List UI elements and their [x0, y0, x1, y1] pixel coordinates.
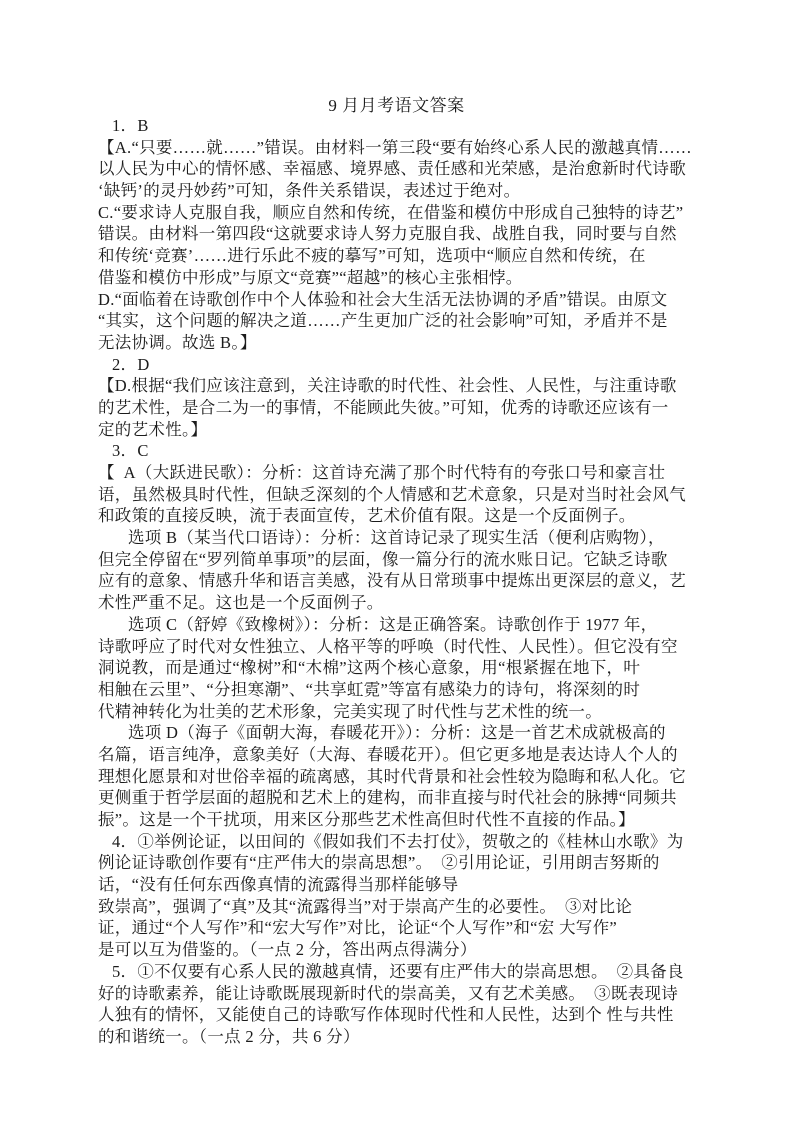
text-line: 应有的意象、情感升华和语言美感，没有从日常琐事中提炼出更深层的意义，艺	[98, 571, 686, 591]
text-line: 术性严重不足。这也是一个反面例子。	[98, 593, 384, 613]
text-line: 2．D	[112, 354, 150, 374]
text-line: 3．C	[112, 441, 149, 461]
text-line: 语，虽然极具时代性，但缺乏深刻的个人情感和艺术意象，只是对当时社会风气	[98, 484, 686, 504]
text-line: 选项 C（舒婷《致橡树》）：分析：这是正确答案。诗歌创作于 1977 年，	[128, 614, 658, 634]
text-line: 洞说教，而是通过“橡树”和“木棉”这两个核心意象，用“根紧握在地下，叶	[98, 658, 641, 678]
text-line: 诗歌呼应了时代对女性独立、人格平等的呼唤（时代性、人民性）。但它没有空	[98, 636, 678, 656]
text-line: 致崇高”，强调了“真”及其“流露得当”对于崇高产生的必要性。 ③对比论	[98, 896, 633, 916]
text-line: 定的艺术性。】	[98, 419, 208, 439]
text-line: 振”。这是一个干扰项，用来区分那些艺术性高但时代性不直接的作品。】	[98, 810, 635, 829]
text-line: 人独有的情怀，又能使自己的诗歌写作体现时代性和人民性，达到个 性与共性	[98, 1005, 674, 1025]
text-line: C.“要求诗人克服自我，顺应自然和传统，在借鉴和模仿中形成自己独特的诗艺”	[98, 202, 684, 222]
text-line: 好的诗歌素养，能让诗歌既展现新时代的崇高美，又有艺术美感。 ③既表现诗	[98, 983, 679, 1003]
text-line: 借鉴和模仿中形成”与原文“竞赛”“超越”的核心主张相悖。	[98, 267, 523, 287]
text-line: 但完全停留在“罗列简单事项”的层面，像一篇分行的流水账日记。它缺乏诗歌	[98, 549, 668, 569]
text-line: 【D.根据“我们应该注意到，关注诗歌的时代性、社会性、人民性，与注重诗歌	[98, 376, 677, 396]
text-line: 例论证诗歌创作要有“庄严伟大的崇高思想”。 ②引用论证，引用朗吉努斯的	[98, 853, 660, 873]
text-line: D.“面临着在诗歌创作中个人体验和社会大生活无法协调的矛盾”错误。由原文	[98, 289, 668, 309]
text-line: 理想化愿景和对世俗幸福的疏离感，其时代背景和社会性较为隐晦和私人化。它	[98, 766, 686, 786]
text-line: 无法协调。故选 B。】	[98, 332, 257, 352]
text-line: 是可以互为借鉴的。（一点 2 分，答出两点得满分）	[98, 940, 477, 960]
text-line: 代精神转化为壮美的艺术形象，完美实现了时代性与艺术性的统一。	[98, 701, 602, 721]
text-line: 的艺术性，是合二为一的事情，不能顾此失彼。”可知，优秀的诗歌还应该有一	[98, 397, 669, 417]
text-line: 的和谐统一。（一点 2 分，共 6 分）	[98, 1026, 360, 1046]
text-line: 相触在云里”、“分担寒潮”、“共享虹霓”等富有感染力的诗句，将深刻的时	[98, 679, 641, 699]
text-line: 和政策的直接反映，流于表面宣传，艺术价值有限。这是一个反面例子。	[98, 506, 636, 526]
text-line: 选项 D（海子《面朝大海，春暖花开》）：分析：这是一首艺术成就极高的	[128, 723, 666, 743]
text-line: 以人民为中心的情怀感、幸福感、境界感、责任感和光荣感，是治愈新时代诗歌	[98, 159, 686, 179]
text-line: 【 A（大跃进民歌）：分析：这首诗充满了那个时代特有的夸张口号和豪言壮	[98, 463, 666, 482]
text-line: 错误。由材料一第四段“这就要求诗人努力克服自我、战胜自我，同时要与自然	[98, 224, 677, 244]
text-line: 【A.“只要……就……”错误。由材料一第三段“要有始终心系人民的激越真情……	[98, 137, 692, 157]
document-body	[98, 115, 758, 1048]
text-line: 名篇，语言纯净，意象美好（大海、春暖花开）。但它更多地是表达诗人个人的	[98, 744, 678, 764]
text-line: “其实，这个问题的解决之道……产生更加广泛的社会影响”可知，矛盾并不是	[98, 311, 668, 331]
text-line: 话，“没有任何东西像真情的流露得当那样能够导	[98, 875, 459, 895]
page-title: 9 月月考语文答案	[328, 96, 465, 115]
text-line: 更侧重于哲学层面的超脱和艺术上的建构，而非直接与时代社会的脉搏“同频共	[98, 788, 677, 808]
text-line: 证，通过“个人写作”和“宏大写作”对比，论证“个人写作”和“宏 大写作”	[98, 918, 618, 938]
text-line: 选项 B（某当代口语诗）：分析：这首诗记录了现实生活（便利店购物），	[128, 528, 665, 548]
text-line: 4．①举例论证，以田间的《假如我们不去打仗》，贺敬之的《桂林山水歌》为	[112, 831, 684, 851]
text-line: 5．①不仅要有心系人民的激越真情，还要有庄严伟大的崇高思想。 ②具备良	[112, 961, 684, 981]
text-line: ‘缺钙’的灵丹妙药”可知，条件关系错误，表述过于绝对。	[98, 181, 521, 201]
text-line: 和传统‘竞赛’……进行乐此不疲的摹写”可知，选项中“顺应自然和传统，在	[98, 246, 646, 266]
text-line: 1．B	[112, 116, 149, 135]
